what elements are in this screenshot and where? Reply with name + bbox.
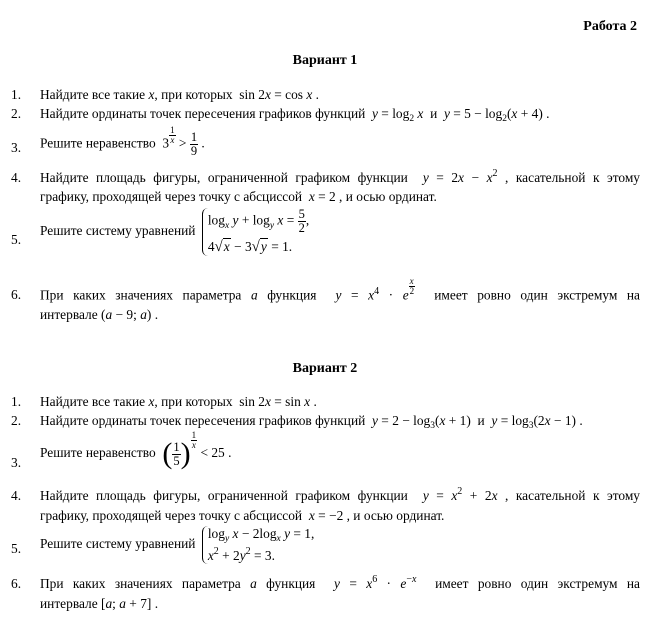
variant-1-title: Вариант 1 xyxy=(292,53,358,68)
work-title: Работа 2 xyxy=(583,19,637,34)
variant-2-title: Вариант 2 xyxy=(292,361,358,376)
